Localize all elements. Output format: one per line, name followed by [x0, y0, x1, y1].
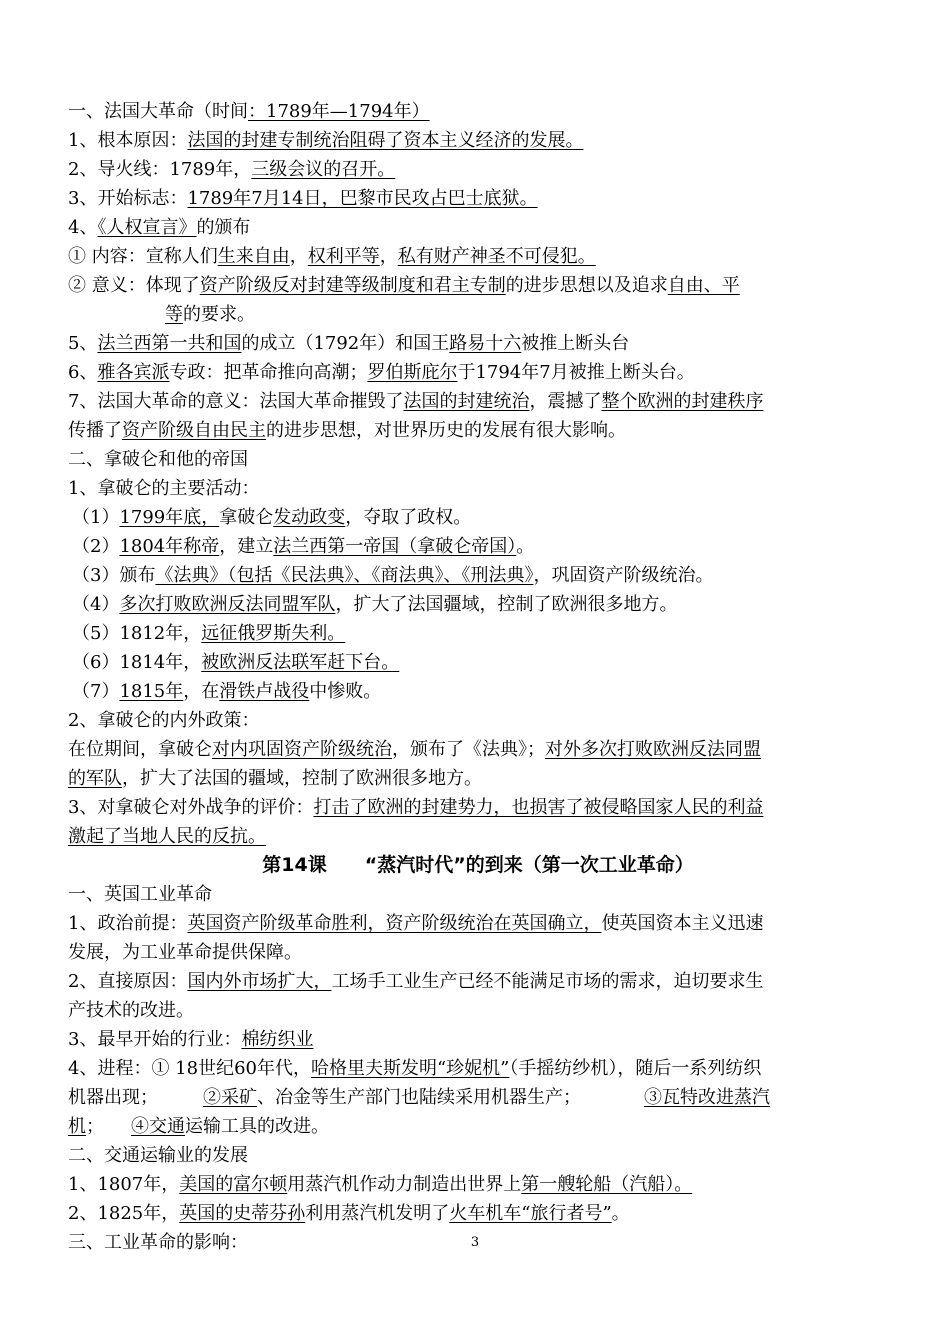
text-line [68, 996, 888, 1025]
text-segment: 在位期间，拿破仑 [68, 739, 212, 760]
text-line [68, 677, 888, 706]
underlined-key-phrase: 1804年称帝 [119, 536, 220, 557]
text-segment: （2） [72, 536, 120, 557]
text-line [68, 184, 888, 213]
text-line [68, 1141, 888, 1170]
text-line [68, 938, 888, 967]
text-line [68, 213, 888, 242]
text-segment: 的进步思想以及追求 [505, 275, 668, 296]
text-line [68, 619, 888, 648]
text-segment: 的成立（1792年）和国王 [241, 333, 450, 354]
underlined-key-phrase: 打击了欧洲的封建势力，也损害了被侵略国家人民的利益 [313, 797, 764, 818]
underlined-key-phrase: ②采矿 [203, 1087, 257, 1108]
underlined-key-phrase: 权利平等 [307, 246, 380, 267]
text-segment: ，建立 [219, 536, 274, 557]
text-line [68, 561, 888, 590]
text-segment: 4、进程：① 18世纪60年代， [68, 1058, 311, 1079]
text-line [68, 1054, 888, 1083]
text-segment: ， [379, 246, 398, 267]
text-line [68, 967, 888, 996]
text-line [68, 97, 888, 126]
underlined-key-phrase: 机 [68, 1116, 86, 1137]
page-number: 3 [470, 1235, 480, 1250]
lesson-title [68, 851, 888, 880]
text-segment: ，扩大了法国的疆域，控制了欧洲很多地方。 [122, 768, 482, 789]
text-line [68, 590, 888, 619]
text-segment: 二、交通运输业的发展 [68, 1145, 248, 1166]
underlined-key-phrase: 1789年7月14日，巴黎市民攻占巴士底狱。 [187, 188, 538, 209]
text-line [68, 329, 888, 358]
underlined-key-phrase: 英国资产阶级革命胜利，资产阶级统治在英国确立， [187, 913, 602, 934]
text-line [68, 532, 888, 561]
text-segment: 一、法国大革命（时间 [68, 101, 248, 122]
text-line [68, 387, 888, 416]
text-segment: 二、拿破仑和他的帝国 [68, 449, 248, 470]
text-segment: （手摇纺纱机），随后一系列纺织 [509, 1058, 762, 1079]
text-segment: 中惨败。 [309, 681, 382, 702]
underlined-key-phrase: 1815年 [119, 681, 184, 702]
text-segment: 1、1807年， [68, 1174, 180, 1195]
underlined-key-phrase: 《法典》（包括《民法典》、《商法典》、《刑法典》 [155, 565, 534, 586]
text-segment: 。 [516, 536, 535, 557]
text-segment: ① 内容：宣称人们 [68, 246, 218, 267]
underlined-key-phrase: 1799年底， [119, 507, 220, 528]
text-line [68, 416, 888, 445]
underlined-key-phrase: 对外多次打败欧洲反法同盟 [545, 739, 761, 760]
text-line [68, 1199, 888, 1228]
underlined-key-phrase: 生来自由 [217, 246, 290, 267]
text-segment: 5、 [68, 333, 98, 354]
text-segment: ； [86, 1116, 131, 1137]
text-line [68, 155, 888, 184]
underlined-key-phrase: 美国的富尔顿 [179, 1174, 288, 1195]
text-segment: 利用蒸汽机发明了 [305, 1203, 450, 1224]
text-segment: 的颁布 [196, 217, 251, 238]
text-segment: ，震撼了 [529, 391, 602, 412]
text-line [68, 271, 888, 300]
text-line [68, 764, 888, 793]
text-segment: 、冶金等生产部门也陆续采用机器生产； [257, 1087, 644, 1108]
text-segment: 。 [611, 1203, 630, 1224]
underlined-key-phrase: 远征俄罗斯失利。 [201, 623, 346, 644]
text-segment: 被推上断头台 [521, 333, 630, 354]
text-segment: 发展，为工业革命提供保障。 [68, 942, 302, 963]
text-segment: 的要求。 [183, 304, 255, 325]
text-segment: ，扩大了法国疆域，控制了欧洲很多地方。 [335, 594, 678, 615]
underlined-key-phrase: 路易十六 [449, 333, 522, 354]
text-segment: （7） [72, 681, 120, 702]
text-line [68, 358, 888, 387]
underlined-key-phrase: 英国的史蒂芬孙 [179, 1203, 306, 1224]
text-segment: 的进步思想，对世界历史的发展有很大影响。 [266, 420, 626, 441]
text-segment: 1、拿破仑的主要活动： [68, 478, 260, 499]
text-segment: 2、直接原因： [68, 971, 188, 992]
text-segment: 使英国资本主义迅速 [601, 913, 764, 934]
underlined-key-phrase: 法国的封建统治 [403, 391, 530, 412]
underlined-key-phrase: 第一艘轮船（汽船）。 [521, 1174, 693, 1195]
text-segment: 第14课 “蒸汽时代”的到来（第一次工业革命） [262, 854, 694, 876]
underlined-key-phrase: 资产阶级反对封建等级制度和君主专制 [199, 275, 506, 296]
underlined-key-phrase: 法兰西第一共和国 [97, 333, 242, 354]
text-segment: 于1794年7月被推上断头台。 [457, 362, 695, 383]
text-segment: 产技术的改进。 [68, 1000, 194, 1021]
underlined-key-phrase: 法兰西第一帝国（拿破仑帝国） [273, 536, 517, 557]
text-segment: 三、工业革命的影响： [68, 1232, 248, 1253]
underlined-key-phrase: 被欧洲反法联军赶下台。 [201, 652, 400, 673]
text-segment: 工场手工业生产已经不能满足市场的需求，迫切要求生 [331, 971, 764, 992]
text-line [68, 1083, 888, 1112]
text-line [68, 1112, 888, 1141]
text-segment: 3、对拿破仑对外战争的评价： [68, 797, 314, 818]
text-line [68, 445, 888, 474]
text-segment: 3、开始标志： [68, 188, 188, 209]
underlined-key-phrase: ④交通 [131, 1116, 185, 1137]
underlined-key-phrase: 棉纺织业 [241, 1029, 314, 1050]
underlined-key-phrase: 多次打败欧洲反法同盟军队 [119, 594, 336, 615]
text-segment: ，颁布了《法典》； [392, 739, 545, 760]
text-segment: （1） [72, 507, 120, 528]
text-line [68, 735, 888, 764]
underlined-key-phrase: 法国的封建专制统治阻碍了资本主义经济的发展。 [187, 130, 584, 151]
underlined-key-phrase: 三级会议的召开。 [251, 159, 396, 180]
text-segment: （4） [72, 594, 120, 615]
text-segment: 1、政治前提： [68, 913, 188, 934]
underlined-key-phrase: ③瓦特改进蒸汽 [644, 1087, 770, 1108]
text-segment: 拿破仑 [219, 507, 274, 528]
text-segment: （6）1814年， [72, 652, 202, 673]
underlined-key-phrase: 国内外市场扩大， [187, 971, 332, 992]
text-segment: （3）颁布 [72, 565, 156, 586]
underlined-key-phrase: 的军队 [68, 768, 122, 789]
document-body [68, 97, 888, 1257]
text-line [68, 242, 888, 271]
text-line [68, 126, 888, 155]
underlined-key-phrase: 私有财产神圣不可侵犯。 [397, 246, 596, 267]
underlined-key-phrase: ：1789年—1794年） [248, 101, 430, 122]
underlined-key-phrase: 哈格里夫斯发明“珍妮机” [310, 1058, 510, 1079]
underlined-key-phrase: 雅各宾派 [97, 362, 170, 383]
text-segment: 2、拿破仑的内外政策： [68, 710, 260, 731]
text-segment: 2、1825年， [68, 1203, 180, 1224]
text-segment: ，在 [183, 681, 220, 702]
text-segment: 用蒸汽机作动力制造出世界上 [287, 1174, 522, 1195]
text-line [68, 648, 888, 677]
underlined-key-phrase: 资产阶级自由民主 [122, 420, 266, 441]
text-segment: 一、英国工业革命 [68, 884, 212, 905]
text-segment: 4、 [68, 217, 98, 238]
text-segment: 1、根本原因： [68, 130, 188, 151]
text-segment: ， [289, 246, 308, 267]
text-segment: 6、 [68, 362, 98, 383]
text-segment: ，巩固资产阶级统治。 [533, 565, 714, 586]
text-line [68, 822, 888, 851]
underlined-key-phrase: 激起了当地人民的反抗。 [68, 826, 266, 847]
underlined-key-phrase: 火车机车“旅行者号” [449, 1203, 612, 1224]
underlined-key-phrase: 整个欧洲的封建秩序 [601, 391, 764, 412]
underlined-key-phrase: 自由、平 [667, 275, 740, 296]
text-segment: 7、法国大革命的意义：法国大革命摧毁了 [68, 391, 404, 412]
text-line [68, 909, 888, 938]
text-line [68, 474, 888, 503]
underlined-key-phrase: 对内巩固资产阶级统治 [212, 739, 392, 760]
text-segment: （5）1812年， [72, 623, 202, 644]
text-line [68, 1170, 888, 1199]
text-segment: ② 意义：体现了 [68, 275, 200, 296]
text-segment: 机器出现； [68, 1087, 203, 1108]
text-line [68, 793, 888, 822]
underlined-key-phrase: 发动政变 [273, 507, 346, 528]
underlined-key-phrase: 罗伯斯庇尔 [367, 362, 458, 383]
text-line [68, 880, 888, 909]
text-line [68, 1025, 888, 1054]
text-segment: 传播了 [68, 420, 122, 441]
underlined-key-phrase: 等 [165, 304, 183, 325]
text-line [68, 706, 888, 735]
text-segment: 专政：把革命推向高潮； [169, 362, 368, 383]
text-segment: 2、导火线：1789年， [68, 159, 252, 180]
underlined-key-phrase: 滑铁卢战役 [219, 681, 310, 702]
text-line [68, 300, 888, 329]
text-line [68, 503, 888, 532]
text-segment: ，夺取了政权。 [345, 507, 472, 528]
text-segment: 3、最早开始的行业： [68, 1029, 242, 1050]
text-segment: 运输工具的改进。 [185, 1116, 329, 1137]
underlined-key-phrase: 《人权宣言》 [97, 217, 197, 238]
